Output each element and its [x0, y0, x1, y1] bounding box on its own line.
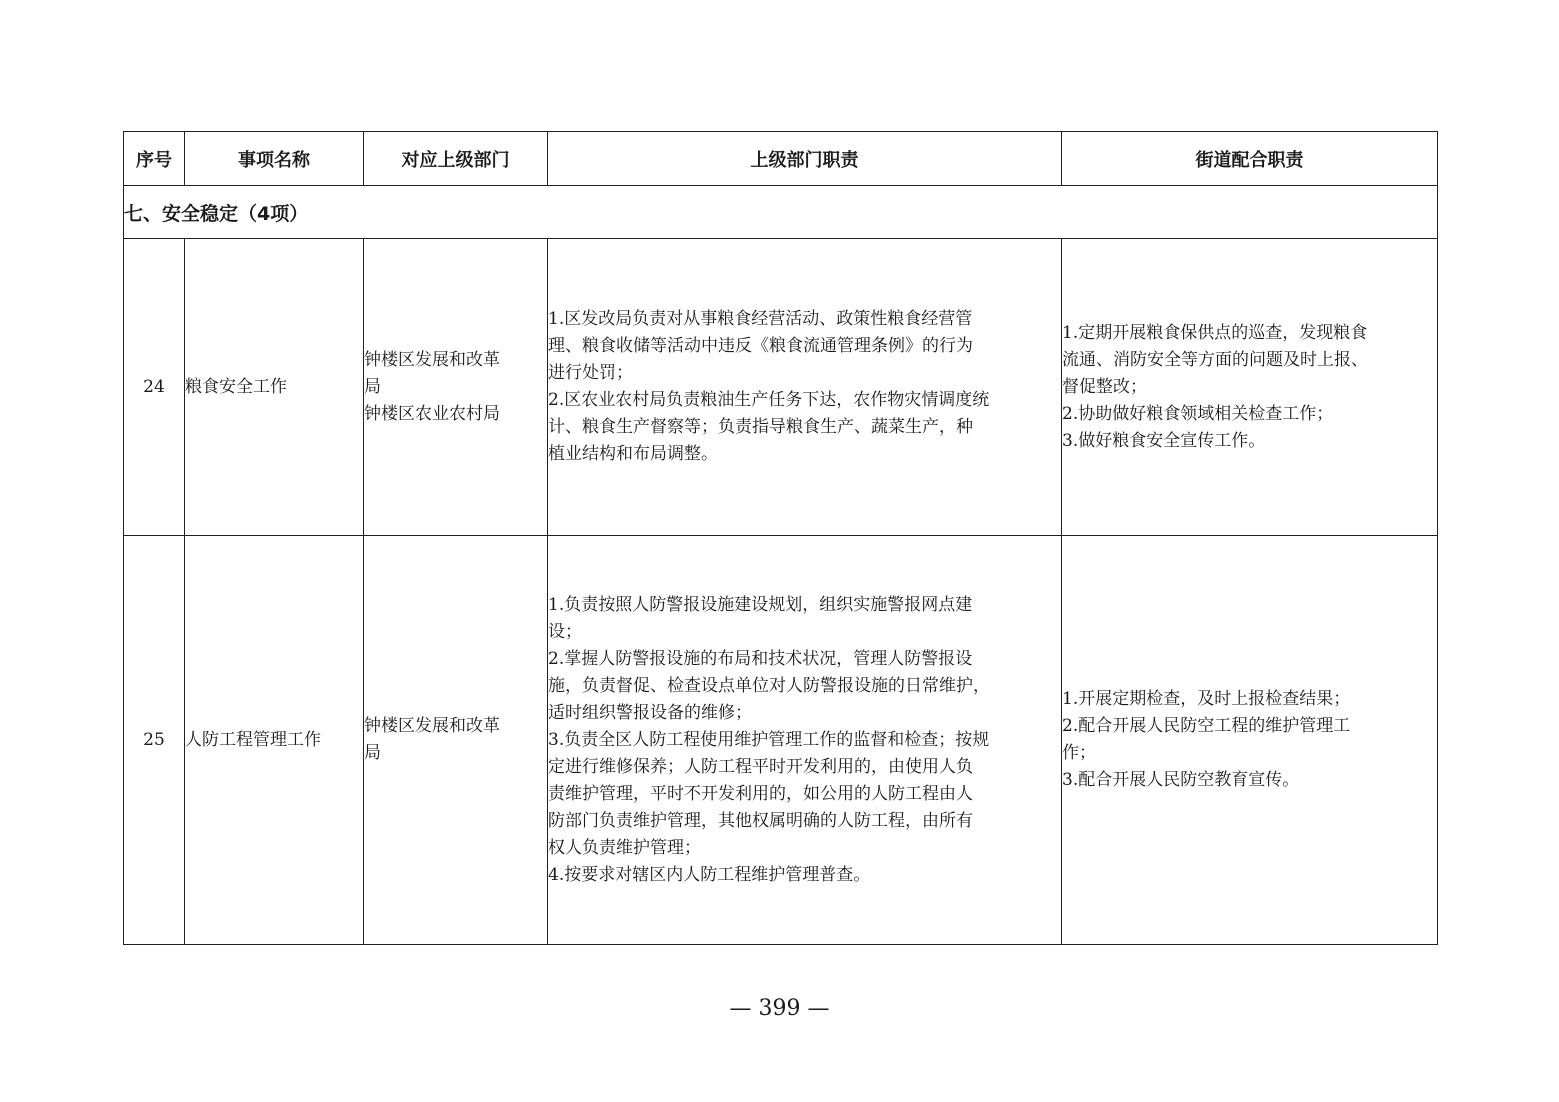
department-line: 钟楼区发展和改革 — [364, 716, 500, 736]
duty-line: 进行处罚； — [548, 363, 633, 383]
row-item-name: 人防工程管理工作 — [185, 536, 364, 945]
duty-line: 4.按要求对辖区内人防工程维护管理普查。 — [548, 864, 871, 885]
row-department — [364, 239, 548, 536]
page-number: — 399 — — [729, 996, 830, 1021]
duty-line: 责维护管理，平时不开发利用的，如公用的人防工程由人 — [548, 783, 973, 804]
duty-line: 设； — [548, 621, 582, 642]
coop-line: 1.开展定期检查，及时上报检查结果； — [1062, 689, 1351, 709]
header-coop: 街道配合职责 — [1062, 132, 1438, 186]
coop-line: 2.协助做好粮食领域相关检查工作； — [1062, 403, 1334, 424]
duty-line: 1.负责按照人防警报设施建设规划，组织实施警报网点建 — [548, 594, 973, 615]
header-row — [124, 132, 1438, 186]
coop-line: 1.定期开展粮食保供点的巡查，发现粮食 — [1062, 322, 1368, 343]
header-dept: 对应上级部门 — [364, 132, 548, 186]
row-superior-duty — [548, 239, 1062, 536]
row-department — [364, 536, 548, 945]
header-duty: 上级部门职责 — [548, 132, 1062, 186]
section-row — [124, 186, 1438, 239]
department-line: 局 — [364, 743, 381, 763]
duty-line: 理、粮食收储等活动中违反《粮食流通管理条例》的行为 — [548, 336, 973, 356]
section-title: 七、安全稳定（4项） — [124, 186, 1438, 239]
row-seq: 24 — [124, 239, 185, 536]
duty-table — [123, 131, 1438, 945]
duty-line: 2.区农业农村局负责粮油生产任务下达，农作物灾情调度统 — [548, 390, 990, 410]
coop-line: 2.配合开展人民防空工程的维护管理工 — [1062, 716, 1351, 736]
header-name: 事项名称 — [185, 132, 364, 186]
duty-line: 防部门负责维护管理，其他权属明确的人防工程，由所有 — [548, 810, 973, 831]
row-item-name: 粮食安全工作 — [185, 239, 364, 536]
row-street-duty — [1062, 536, 1438, 945]
table-row — [124, 536, 1438, 945]
coop-line: 作； — [1062, 743, 1096, 763]
duty-line: 1.区发改局负责对从事粮食经营活动、政策性粮食经营管 — [548, 309, 973, 329]
department-line: 钟楼区发展和改革 — [364, 349, 500, 370]
row-superior-duty — [548, 536, 1062, 945]
coop-line: 流通、消防安全等方面的问题及时上报、 — [1062, 349, 1368, 370]
coop-line: 督促整改； — [1062, 376, 1147, 397]
duty-line: 定进行维修保养；人防工程平时开发利用的，由使用人负 — [548, 756, 973, 777]
header-seq: 序号 — [124, 132, 185, 186]
row-street-duty — [1062, 239, 1438, 536]
duty-line: 施，负责督促、检查设点单位对人防警报设施的日常维护， — [548, 675, 990, 696]
table-row — [124, 239, 1438, 536]
duty-line: 植业结构和布局调整。 — [548, 444, 718, 464]
row-seq: 25 — [124, 536, 185, 945]
department-line: 局 — [364, 376, 381, 397]
duty-line: 权人负责维护管理； — [548, 837, 701, 858]
duty-line: 2.掌握人防警报设施的布局和技术状况，管理人防警报设 — [548, 648, 973, 669]
coop-line: 3.配合开展人民防空教育宣传。 — [1062, 770, 1300, 790]
duty-line: 计、粮食生产督察等；负责指导粮食生产、蔬菜生产，种 — [548, 417, 973, 437]
duty-line: 3.负责全区人防工程使用维护管理工作的监督和检查；按规 — [548, 729, 990, 750]
department-line: 钟楼区农业农村局 — [364, 403, 500, 424]
duty-line: 适时组织警报设备的维修； — [548, 702, 752, 723]
coop-line: 3.做好粮食安全宣传工作。 — [1062, 430, 1266, 451]
